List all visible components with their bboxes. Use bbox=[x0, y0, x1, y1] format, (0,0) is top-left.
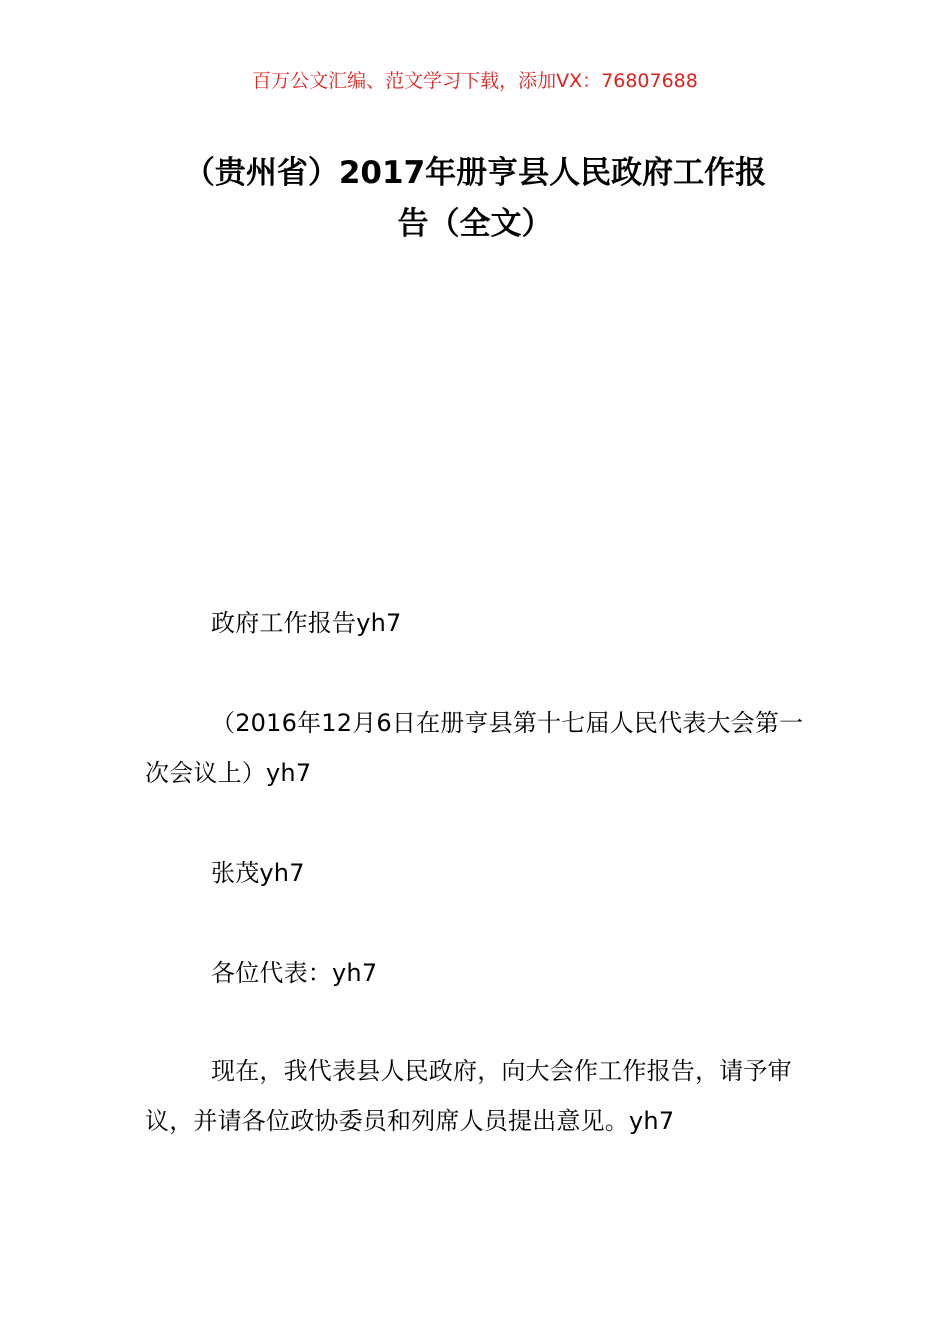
title-line-1: （贵州省）2017年册亨县人民政府工作报 bbox=[183, 155, 767, 191]
paragraph-opening: 现在，我代表县人民政府，向大会作工作报告，请予审议，并请各位政协委员和列席人员提出意见。yh7 bbox=[145, 1057, 792, 1135]
document-title bbox=[140, 148, 810, 250]
header-watermark-note: 百万公文汇编、范文学习下载，添加VX：76807688 bbox=[252, 70, 698, 92]
paragraph-speaker: 张茂yh7 bbox=[211, 859, 305, 887]
paragraph-salutation: 各位代表：yh7 bbox=[211, 959, 378, 987]
paragraph-meeting-info: （2016年12月6日在册亨县第十七届人民代表大会第一次会议上）yh7 bbox=[145, 709, 804, 787]
paragraph-report-heading: 政府工作报告yh7 bbox=[211, 609, 402, 637]
title-line-2: 告（全文） bbox=[397, 206, 553, 242]
